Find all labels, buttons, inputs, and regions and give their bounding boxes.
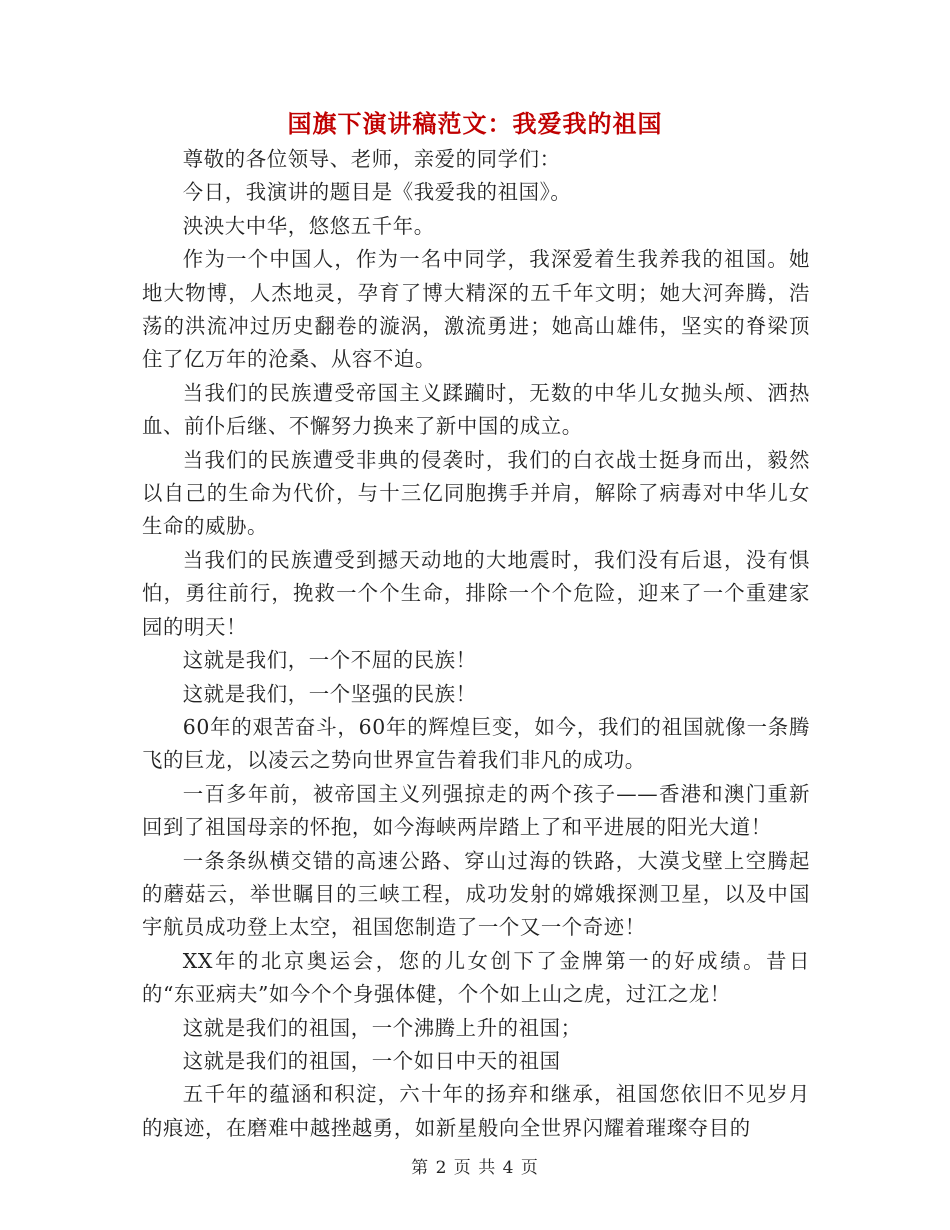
document-body: [142, 143, 810, 1145]
page-number-footer: 第 2 页 共 4 页: [411, 1158, 539, 1178]
paragraph: 作为一个中国人，作为一名中同学，我深爱着生我养我的祖国。她地大物博，人杰地灵，孕育了博大精深的五千年文明；她大河奔腾，浩荡的洪流冲过历史翻卷的漩涡，激流勇进；她高山雄伟，坚实的脊梁顶住了亿万年的沧桑、从容不迫。: [142, 247, 810, 372]
paragraph: 今日，我演讲的题目是《我爱我的祖国》。: [182, 180, 572, 205]
paragraph: XX年的北京奥运会，您的儿女创下了金牌第一的好成绩。昔日的“东亚病夫”如今个个身强体健，个个如上山之虎，过江之龙！: [142, 948, 810, 1007]
paragraph: 这就是我们，一个不屈的民族！: [182, 648, 477, 673]
paragraph: 一百多年前，被帝国主义列强掠走的两个孩子——香港和澳门重新回到了祖国母亲的怀抱，如今海峡两岸踏上了和平进展的阳光大道！: [142, 781, 810, 840]
paragraph: 泱泱大中华，悠悠五千年。: [182, 213, 435, 238]
paragraph-greeting: 尊敬的各位领导、老师，亲爱的同学们：: [182, 147, 561, 171]
paragraph: 这就是我们的祖国，一个沸腾上升的祖国；: [182, 1015, 582, 1040]
paragraph: 五千年的蕴涵和积淀，六十年的扬弃和继承，祖国您依旧不见岁月的痕迹，在磨难中越挫越勇，如新星般向全世界闪耀着璀璨夺目的: [142, 1082, 810, 1140]
paragraph: 这就是我们，一个坚强的民族！: [182, 681, 477, 706]
paragraph: 一条条纵横交错的高速公路、穿山过海的铁路，大漠戈壁上空腾起的蘑菇云，举世瞩目的三峡工程，成功发射的嫦娥探测卫星，以及中国宇航员成功登上太空，祖国您制造了一个又一个奇迹！: [142, 848, 810, 940]
paragraph: 当我们的民族遭受帝国主义蹂躏时，无数的中华儿女抛头颅、洒热血、前仆后继、不懈努力换来了新中国的成立。: [142, 380, 810, 439]
paragraph: 当我们的民族遭受非典的侵袭时，我们的白衣战士挺身而出，毅然以自己的生命为代价，与十三亿同胞携手并肩，解除了病毒对中华儿女生命的威胁。: [142, 447, 810, 539]
paragraph: 60年的艰苦奋斗，60年的辉煌巨变，如今，我们的祖国就像一条腾飞的巨龙，以凌云之势向世界宣告着我们非凡的成功。: [142, 714, 810, 773]
paragraph: 这就是我们的祖国，一个如日中天的祖国: [182, 1048, 561, 1073]
document-title: 国旗下演讲稿范文：我爱我的祖国: [287, 109, 663, 138]
paragraph: 当我们的民族遭受到撼天动地的大地震时，我们没有后退，没有惧怕，勇往前行，挽救一个个生命，排除一个个危险，迎来了一个重建家园的明天！: [142, 547, 810, 639]
